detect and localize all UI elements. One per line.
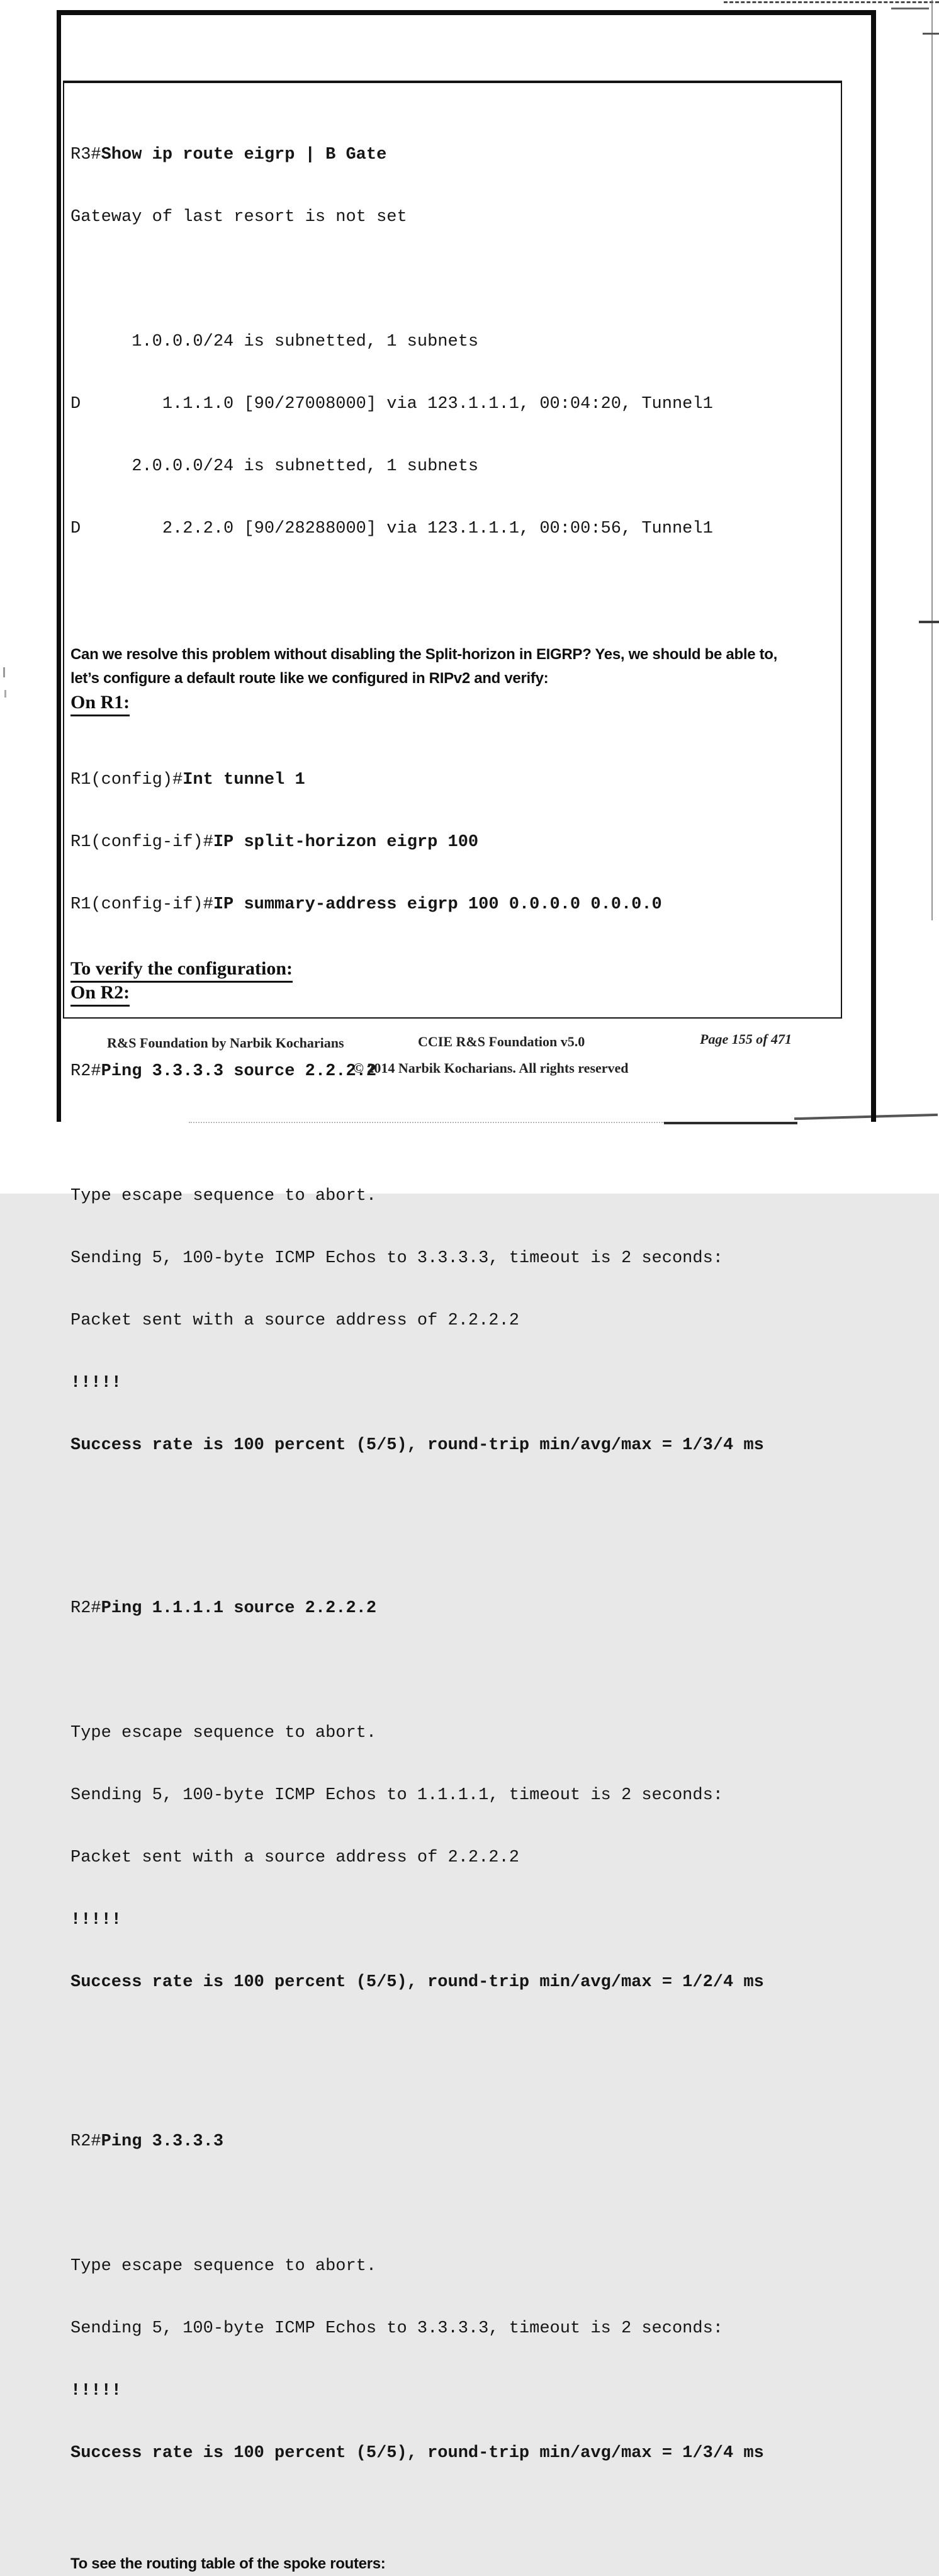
ping-output bbox=[70, 1681, 823, 2035]
cli-prompt: R1(config-if)# bbox=[70, 833, 213, 852]
cli-prompt: R2# bbox=[70, 1599, 101, 1618]
footer-page-number: Page 155 of 471 bbox=[700, 1031, 792, 1047]
terminal-line: Type escape sequence to abort. bbox=[70, 2257, 377, 2276]
ping-success-marks: !!!!! bbox=[70, 2381, 122, 2400]
scan-artifact-top-dash-segment bbox=[891, 8, 929, 9]
cli-command: Ping 3.3.3.3 bbox=[101, 2132, 224, 2151]
config-line bbox=[70, 895, 823, 915]
scan-artifact-right-tick bbox=[923, 33, 939, 35]
ping-success-marks: !!!!! bbox=[70, 1374, 122, 1393]
footer-book-title: R&S Foundation by Narbik Kocharians bbox=[107, 1035, 344, 1051]
ping-success-rate: Success rate is 100 percent (5/5), round-trip min/avg/max = 1/3/4 ms bbox=[70, 2444, 764, 2463]
ping-block-1 bbox=[70, 1020, 823, 1539]
footer-copyright: © 2014 Narbik Kocharians. All rights reserved bbox=[353, 1060, 629, 1076]
terminal-line: Sending 5, 100-byte ICMP Echos to 1.1.1.1, timeout is 2 seconds: bbox=[70, 1786, 723, 1805]
cli-command: Ping 3.3.3.3 source 2.2.2.2 bbox=[101, 1062, 377, 1081]
heading-on-r1: On R1: bbox=[70, 691, 823, 715]
route-line: 1.0.0.0/24 is subnetted, 1 subnets bbox=[70, 332, 479, 351]
scan-artifact-top-dashed-line bbox=[724, 1, 939, 3]
cli-command: Int tunnel 1 bbox=[183, 771, 305, 789]
commentary-line: let’s configure a default route like we configured in RIPv2 and verify: bbox=[70, 670, 549, 687]
scan-artifact-right-tick bbox=[919, 621, 939, 623]
terminal-line: Gateway of last resort is not set bbox=[70, 208, 407, 227]
terminal-line: Type escape sequence to abort. bbox=[70, 1724, 377, 1743]
scan-artifact-left-tick bbox=[3, 667, 5, 677]
scan-artifact-right-margin-line bbox=[931, 0, 933, 920]
page-outer-border-right bbox=[871, 10, 876, 1122]
route-line: D 1.1.1.0 [90/27008000] via 123.1.1.1, 00:04:20, Tunnel1 bbox=[70, 395, 713, 414]
terminal-command-line bbox=[70, 1598, 823, 1619]
closing-note: To see the routing table of the spoke routers: bbox=[70, 2555, 386, 2572]
cli-prompt: R1(config)# bbox=[70, 771, 183, 789]
scan-artifact-left-tick bbox=[4, 690, 6, 698]
terminal-line: Sending 5, 100-byte ICMP Echos to 3.3.3.3, timeout is 2 seconds: bbox=[70, 1249, 723, 1268]
footer-edition: CCIE R&S Foundation v5.0 bbox=[418, 1034, 585, 1049]
config-line bbox=[70, 770, 823, 791]
route-line: D 2.2.2.0 [90/28288000] via 123.1.1.1, 00:00:56, Tunnel1 bbox=[70, 519, 713, 538]
cli-prompt: R1(config-if)# bbox=[70, 895, 213, 914]
terminal-line: Packet sent with a source address of 2.2.2.2 bbox=[70, 1848, 519, 1867]
cli-command: IP split-horizon eigrp 100 bbox=[213, 833, 479, 852]
route-table bbox=[70, 290, 823, 581]
cli-prompt: R2# bbox=[70, 2132, 101, 2151]
terminal-line: Type escape sequence to abort. bbox=[70, 1187, 377, 1206]
commentary-paragraph bbox=[70, 643, 823, 691]
r1-config-block bbox=[70, 728, 823, 957]
ping-success-marks: !!!!! bbox=[70, 1911, 122, 1929]
terminal-command-line bbox=[70, 2132, 823, 2152]
cli-command: IP summary-address eigrp 100 0.0.0.0 0.0.0.0 bbox=[213, 895, 662, 914]
terminal-command-line bbox=[70, 1061, 823, 1082]
page-outer-border-top bbox=[57, 10, 876, 15]
page-outer-border-left bbox=[57, 10, 61, 1122]
r3-terminal-output bbox=[70, 103, 823, 623]
terminal-command-line bbox=[70, 145, 823, 166]
heading-on-r2: On R2: bbox=[70, 981, 823, 1005]
cli-prompt: R2# bbox=[70, 1062, 101, 1081]
cli-command: Show ip route eigrp | B Gate bbox=[101, 145, 387, 164]
ping-block-3 bbox=[70, 2090, 823, 2547]
ping-block-2 bbox=[70, 1557, 823, 2076]
commentary-line: Can we resolve this problem without disabling the Split-horizon in EIGRP? Yes, we should be able to, bbox=[70, 646, 778, 663]
ping-success-rate: Success rate is 100 percent (5/5), round-trip min/avg/max = 1/3/4 ms bbox=[70, 1436, 764, 1455]
config-line bbox=[70, 832, 823, 853]
cli-prompt: R3# bbox=[70, 145, 101, 164]
ping-success-rate: Success rate is 100 percent (5/5), round-trip min/avg/max = 1/2/4 ms bbox=[70, 1973, 764, 1992]
heading-verify-configuration: To verify the configuration: bbox=[70, 957, 823, 981]
route-line: 2.0.0.0/24 is subnetted, 1 subnets bbox=[70, 457, 479, 476]
terminal-line: Packet sent with a source address of 2.2.2.2 bbox=[70, 1311, 519, 1330]
cli-command: Ping 1.1.1.1 source 2.2.2.2 bbox=[101, 1599, 377, 1618]
ping-output bbox=[70, 2215, 823, 2505]
terminal-line: Sending 5, 100-byte ICMP Echos to 3.3.3.3, timeout is 2 seconds: bbox=[70, 2319, 723, 2338]
ping-output bbox=[70, 1144, 823, 1498]
